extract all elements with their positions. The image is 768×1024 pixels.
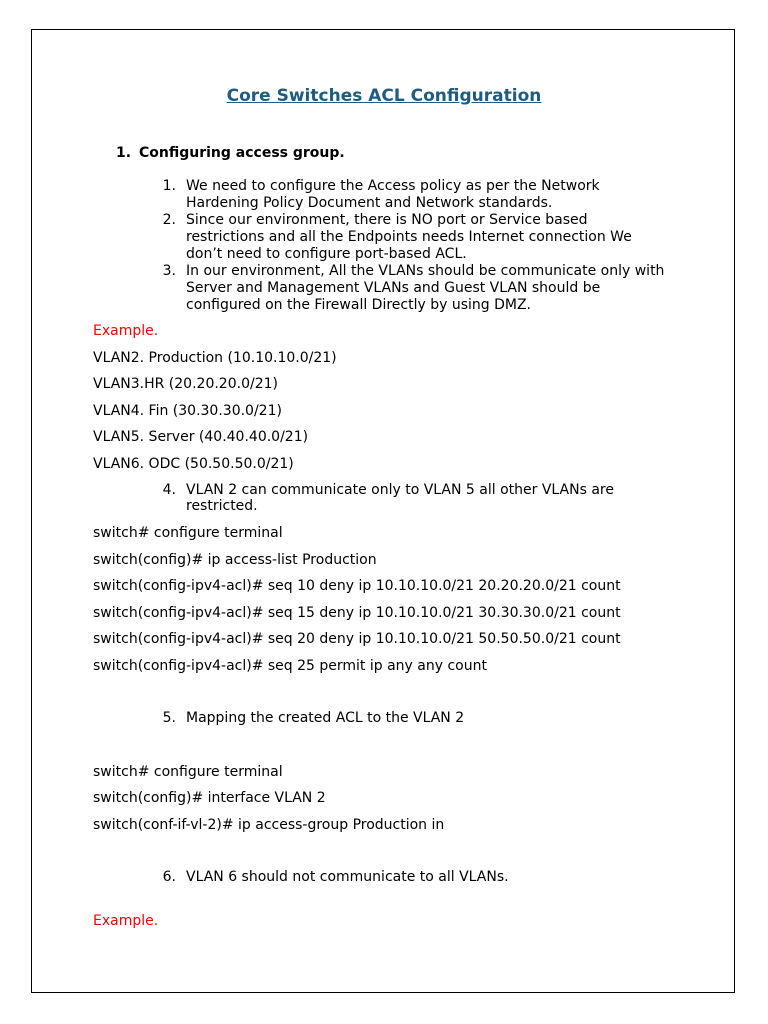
section-heading: Configuring access group. [139, 145, 345, 161]
list-item-number: 4. [162, 482, 176, 498]
vlan-line: VLAN4. Fin (30.30.30.0/21) [93, 403, 282, 419]
command-line: switch(config)# ip access-list Production [93, 552, 377, 568]
list-item-number: 6. [162, 869, 176, 885]
list-item-number: 2. [162, 212, 176, 228]
command-line: switch# configure terminal [93, 764, 283, 780]
command-line: switch(config)# interface VLAN 2 [93, 790, 326, 806]
command-line: switch(config-ipv4-acl)# seq 15 deny ip 10.10.10.0/21 30.30.30.0/21 count [93, 605, 621, 621]
vlan-line: VLAN3.HR (20.20.20.0/21) [93, 376, 278, 392]
list-item-line: don’t need to configure port-based ACL. [186, 246, 467, 262]
document-title: Core Switches ACL Configuration [226, 86, 542, 106]
command-line: switch(config-ipv4-acl)# seq 20 deny ip 10.10.10.0/21 50.50.50.0/21 count [93, 631, 621, 647]
list-item-line: Server and Management VLANs and Guest VLAN should be [186, 280, 601, 296]
list-item-line: Since our environment, there is NO port or Service based [186, 212, 588, 228]
list-item-line: restrictions and all the Endpoints needs Internet connection We [186, 229, 632, 245]
command-line: switch(config-ipv4-acl)# seq 10 deny ip 10.10.10.0/21 20.20.20.0/21 count [93, 578, 621, 594]
vlan-line: VLAN6. ODC (50.50.50.0/21) [93, 456, 294, 472]
list-item-number: 1. [162, 178, 176, 194]
section-number: 1. [116, 145, 132, 161]
list-item-number: 5. [162, 710, 176, 726]
list-item-number: 3. [162, 263, 176, 279]
list-item-line: VLAN 6 should not communicate to all VLANs. [186, 869, 509, 885]
command-line: switch(config-ipv4-acl)# seq 25 permit ip any any count [93, 658, 487, 674]
list-item-line: In our environment, All the VLANs should be communicate only with [186, 263, 665, 279]
example-label: Example. [93, 323, 159, 339]
list-item-line: We need to configure the Access policy as per the Network [186, 178, 600, 194]
list-item-line: Mapping the created ACL to the VLAN 2 [186, 710, 465, 726]
list-item-line: configured on the Firewall Directly by using DMZ. [186, 297, 532, 313]
list-item-line: restricted. [186, 498, 258, 514]
example-label: Example. [93, 913, 159, 929]
vlan-line: VLAN5. Server (40.40.40.0/21) [93, 429, 309, 445]
command-line: switch(conf-if-vl-2)# ip access-group Production in [93, 817, 445, 833]
page-border [31, 29, 735, 993]
list-item-line: Hardening Policy Document and Network standards. [186, 195, 553, 211]
vlan-line: VLAN2. Production (10.10.10.0/21) [93, 350, 337, 366]
list-item-line: VLAN 2 can communicate only to VLAN 5 all other VLANs are [186, 482, 614, 498]
command-line: switch# configure terminal [93, 525, 283, 541]
